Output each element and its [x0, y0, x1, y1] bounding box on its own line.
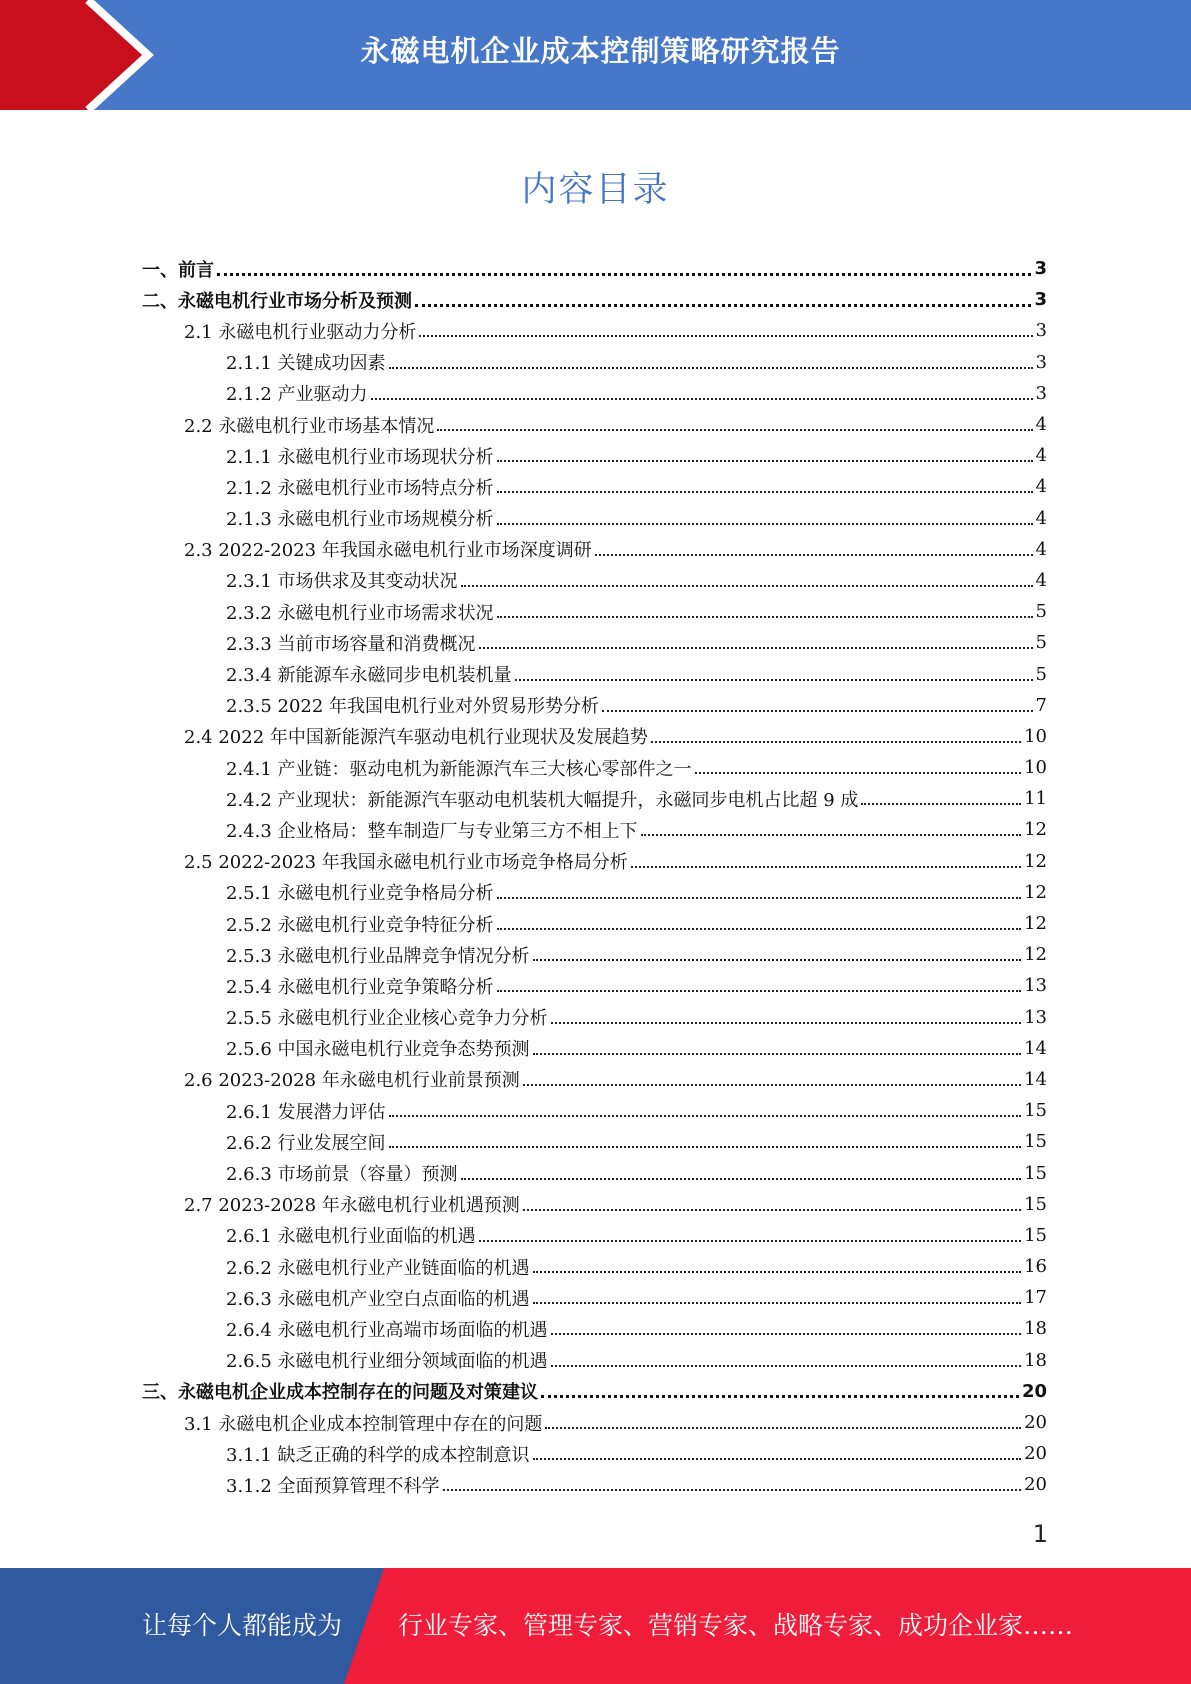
toc-entry-title: 2.6.4 永磁电机行业高端市场面临的机遇 — [226, 1319, 548, 1341]
toc-entry[interactable] — [0, 440, 1191, 471]
toc-entry-title: 2.5.2 永磁电机行业竞争特征分析 — [226, 914, 494, 936]
toc-entry-title: 2.4 2022 年中国新能源汽车驱动电机行业现状及发展趋势 — [184, 727, 648, 749]
toc-entry[interactable] — [0, 1469, 1191, 1500]
toc-entry[interactable] — [0, 503, 1191, 534]
toc-entry[interactable] — [0, 565, 1191, 596]
page-number: 1 — [1032, 1520, 1048, 1548]
toc-entry-page: 4 — [1035, 538, 1047, 560]
toc-entry-title: 2.3.3 当前市场容量和消费概况 — [226, 633, 476, 655]
footer-slogan-right: 行业专家、管理专家、营销专家、战略专家、成功企业家…… — [398, 1611, 1074, 1640]
toc-dot-leader — [641, 833, 1022, 836]
toc-entry[interactable] — [0, 1033, 1191, 1064]
toc-entry-title: 2.6.1 永磁电机行业面临的机遇 — [226, 1226, 476, 1248]
toc-entry-title: 2.5.6 中国永磁电机行业竞争态势预测 — [226, 1039, 530, 1061]
toc-entry-page: 10 — [1024, 725, 1047, 747]
toc-entry[interactable] — [0, 1438, 1191, 1469]
toc-entry-page: 15 — [1024, 1193, 1047, 1215]
toc-entry-page: 3 — [1035, 382, 1047, 404]
toc-entry[interactable] — [0, 1345, 1191, 1376]
toc-entry-title: 2.3.1 市场供求及其变动状况 — [226, 571, 458, 593]
toc-entry-title: 2.6.2 行业发展空间 — [226, 1132, 386, 1154]
toc-entry-title: 2.3.5 2022 年我国电机行业对外贸易形势分析 — [226, 696, 600, 718]
toc-entry[interactable] — [0, 1251, 1191, 1282]
toc-entry-page: 20 — [1024, 1443, 1047, 1465]
toc-dot-leader — [602, 709, 1032, 712]
toc-entry[interactable] — [0, 814, 1191, 845]
toc-entry[interactable] — [0, 783, 1191, 814]
toc-dot-leader — [497, 896, 1022, 899]
toc-entry[interactable] — [0, 409, 1191, 440]
toc-entry-title: 3.1.1 缺乏正确的科学的成本控制意识 — [226, 1444, 530, 1466]
toc-entry-title: 2.5.3 永磁电机行业品牌竞争情况分析 — [226, 945, 530, 967]
toc-dot-leader — [533, 1457, 1022, 1460]
toc-dot-leader — [533, 1052, 1022, 1055]
toc-entry-title: 2.6 2023-2028 年永磁电机行业前景预测 — [184, 1070, 520, 1092]
toc-dot-leader — [545, 1426, 1021, 1429]
toc-dot-leader — [217, 272, 1031, 276]
toc-entry[interactable] — [0, 284, 1191, 315]
toc-dot-leader — [551, 1332, 1022, 1335]
toc-entry[interactable] — [0, 877, 1191, 908]
toc-entry-title: 三、永磁电机企业成本控制存在的问题及对策建议 — [142, 1382, 538, 1404]
toc-entry[interactable] — [0, 1313, 1191, 1344]
toc-dot-leader — [541, 1394, 1019, 1398]
toc-entry-title: 一、前言 — [142, 259, 214, 281]
toc-entry[interactable] — [0, 1095, 1191, 1126]
toc-entry-page: 17 — [1024, 1287, 1047, 1309]
toc-dot-leader — [497, 490, 1033, 493]
toc-entry-page: 18 — [1024, 1349, 1047, 1371]
toc-entry-title: 2.7 2023-2028 年永磁电机行业机遇预测 — [184, 1195, 520, 1217]
toc-entry-page: 15 — [1024, 1162, 1047, 1184]
toc-entry-page: 4 — [1035, 507, 1047, 529]
table-of-contents — [0, 253, 1191, 1501]
toc-entry-title: 2.3 2022-2023 年我国永磁电机行业市场深度调研 — [184, 540, 592, 562]
toc-entry[interactable] — [0, 253, 1191, 284]
toc-dot-leader — [631, 865, 1021, 868]
toc-dot-leader — [497, 615, 1033, 618]
toc-entry-page: 4 — [1035, 445, 1047, 467]
toc-dot-leader — [437, 428, 1032, 431]
toc-entry[interactable] — [0, 1002, 1191, 1033]
toc-dot-leader — [497, 459, 1033, 462]
toc-entry-title: 2.5.5 永磁电机行业企业核心竞争力分析 — [226, 1008, 548, 1030]
toc-entry-title: 2.1.1 关键成功因素 — [226, 353, 386, 375]
toc-entry[interactable] — [0, 1126, 1191, 1157]
toc-entry-title: 2.3.2 永磁电机行业市场需求状况 — [226, 602, 494, 624]
toc-entry[interactable] — [0, 970, 1191, 1001]
toc-dot-leader — [551, 1364, 1022, 1367]
toc-dot-leader — [533, 1301, 1022, 1304]
toc-dot-leader — [389, 366, 1033, 369]
toc-entry-page: 13 — [1024, 975, 1047, 997]
toc-entry-title: 二、永磁电机行业市场分析及预测 — [142, 290, 412, 312]
toc-dot-leader — [523, 1208, 1021, 1211]
toc-entry[interactable] — [0, 627, 1191, 658]
toc-entry[interactable] — [0, 1189, 1191, 1220]
toc-dot-leader — [389, 1114, 1022, 1117]
toc-entry-title: 2.1 永磁电机行业驱动力分析 — [184, 321, 417, 343]
toc-dot-leader — [461, 584, 1033, 587]
toc-entry[interactable] — [0, 347, 1191, 378]
toc-entry-page: 15 — [1024, 1100, 1047, 1122]
toc-dot-leader — [497, 927, 1022, 930]
toc-entry-page: 4 — [1035, 476, 1047, 498]
toc-dot-leader — [861, 802, 1021, 805]
toc-entry[interactable] — [0, 471, 1191, 502]
toc-entry-page: 5 — [1035, 632, 1047, 654]
toc-dot-leader — [497, 989, 1022, 992]
toc-entry-title: 2.5.1 永磁电机行业竞争格局分析 — [226, 883, 494, 905]
toc-entry[interactable] — [0, 752, 1191, 783]
toc-dot-leader — [461, 1177, 1022, 1180]
toc-dot-leader — [497, 522, 1033, 525]
toc-entry-page: 5 — [1035, 663, 1047, 685]
toc-entry-title: 2.1.2 永磁电机行业市场特点分析 — [226, 477, 494, 499]
toc-entry[interactable] — [0, 846, 1191, 877]
toc-entry[interactable] — [0, 378, 1191, 409]
toc-dot-leader — [443, 1488, 1022, 1491]
toc-entry-page: 18 — [1024, 1318, 1047, 1340]
toc-entry-page: 12 — [1024, 850, 1047, 872]
toc-dot-leader — [595, 553, 1033, 556]
toc-entry-page: 12 — [1024, 819, 1047, 841]
toc-entry-title: 2.3.4 新能源车永磁同步电机装机量 — [226, 665, 512, 687]
toc-entry-page: 16 — [1024, 1256, 1047, 1278]
toc-entry-title: 2.4.1 产业链：驱动电机为新能源汽车三大核心零部件之一 — [226, 758, 692, 780]
toc-entry-page: 4 — [1035, 569, 1047, 591]
toc-entry-page: 3 — [1034, 258, 1047, 280]
toc-entry-page: 4 — [1035, 414, 1047, 436]
toc-entry-page: 3 — [1035, 351, 1047, 373]
toc-entry-page: 12 — [1024, 944, 1047, 966]
toc-dot-leader — [551, 1021, 1022, 1024]
toc-entry-page: 14 — [1024, 1068, 1047, 1090]
toc-entry-title: 2.6.5 永磁电机行业细分领域面临的机遇 — [226, 1351, 548, 1373]
toc-entry-page: 20 — [1021, 1380, 1047, 1402]
toc-entry-title: 2.4.3 企业格局：整车制造厂与专业第三方不相上下 — [226, 820, 638, 842]
toc-entry[interactable] — [0, 315, 1191, 346]
toc-entry[interactable] — [0, 596, 1191, 627]
toc-entry[interactable] — [0, 1282, 1191, 1313]
toc-entry[interactable] — [0, 534, 1191, 565]
toc-entry-page: 15 — [1024, 1131, 1047, 1153]
toc-dot-leader — [371, 397, 1033, 400]
toc-entry-title: 2.1.3 永磁电机行业市场规模分析 — [226, 509, 494, 531]
toc-entry[interactable] — [0, 1157, 1191, 1188]
toc-entry-page: 3 — [1034, 289, 1047, 311]
toc-heading: 内容目录 — [521, 170, 670, 210]
toc-dot-leader — [695, 771, 1022, 774]
toc-entry-title: 2.6.1 发展潜力评估 — [226, 1101, 386, 1123]
toc-entry-title: 2.1.1 永磁电机行业市场现状分析 — [226, 446, 494, 468]
toc-dot-leader — [533, 1270, 1022, 1273]
toc-entry[interactable] — [0, 658, 1191, 689]
report-title: 永磁电机企业成本控制策略研究报告 — [360, 34, 841, 68]
toc-entry-page: 20 — [1024, 1412, 1047, 1434]
toc-entry-page: 20 — [1024, 1474, 1047, 1496]
toc-dot-leader — [523, 1083, 1021, 1086]
toc-entry[interactable] — [0, 1064, 1191, 1095]
toc-dot-leader — [533, 958, 1022, 961]
toc-entry-page: 12 — [1024, 913, 1047, 935]
toc-entry-page: 5 — [1035, 601, 1047, 623]
toc-dot-leader — [389, 1145, 1022, 1148]
toc-entry-title: 2.1.2 产业驱动力 — [226, 384, 368, 406]
toc-dot-leader — [479, 646, 1033, 649]
toc-entry[interactable] — [0, 721, 1191, 752]
toc-entry-title: 2.5.4 永磁电机行业竞争策略分析 — [226, 976, 494, 998]
toc-entry-page: 15 — [1024, 1224, 1047, 1246]
toc-entry-page: 7 — [1035, 694, 1047, 716]
toc-entry-page: 11 — [1024, 788, 1047, 810]
toc-entry-page: 13 — [1024, 1006, 1047, 1028]
footer-slogan-left: 让每个人都能成为 — [142, 1611, 343, 1640]
toc-entry-page: 10 — [1024, 757, 1047, 779]
toc-entry[interactable] — [0, 1407, 1191, 1438]
toc-entry[interactable] — [0, 1220, 1191, 1251]
toc-entry-title: 2.6.3 永磁电机产业空白点面临的机遇 — [226, 1288, 530, 1310]
toc-entry[interactable] — [0, 1376, 1191, 1407]
toc-dot-leader — [419, 334, 1032, 337]
toc-entry-page: 14 — [1024, 1037, 1047, 1059]
toc-entry-title: 3.1 永磁电机企业成本控制管理中存在的问题 — [184, 1413, 543, 1435]
toc-dot-leader — [515, 678, 1033, 681]
toc-entry-title: 2.5 2022-2023 年我国永磁电机行业市场竞争格局分析 — [184, 852, 628, 874]
toc-entry-title: 3.1.2 全面预算管理不科学 — [226, 1475, 440, 1497]
toc-entry-title: 2.4.2 产业现状：新能源汽车驱动电机装机大幅提升，永磁同步电机占比超 9 成 — [226, 789, 859, 811]
toc-entry[interactable] — [0, 690, 1191, 721]
toc-entry-title: 2.6.3 市场前景（容量）预测 — [226, 1164, 458, 1186]
toc-entry-title: 2.6.2 永磁电机行业产业链面临的机遇 — [226, 1257, 530, 1279]
toc-entry-title: 2.2 永磁电机行业市场基本情况 — [184, 415, 435, 437]
toc-entry[interactable] — [0, 939, 1191, 970]
toc-dot-leader — [479, 1239, 1022, 1242]
toc-entry[interactable] — [0, 908, 1191, 939]
toc-dot-leader — [651, 740, 1021, 743]
toc-entry-page: 12 — [1024, 881, 1047, 903]
toc-dot-leader — [415, 303, 1031, 307]
footer-banner — [0, 1568, 1191, 1684]
toc-entry-page: 3 — [1035, 320, 1047, 342]
